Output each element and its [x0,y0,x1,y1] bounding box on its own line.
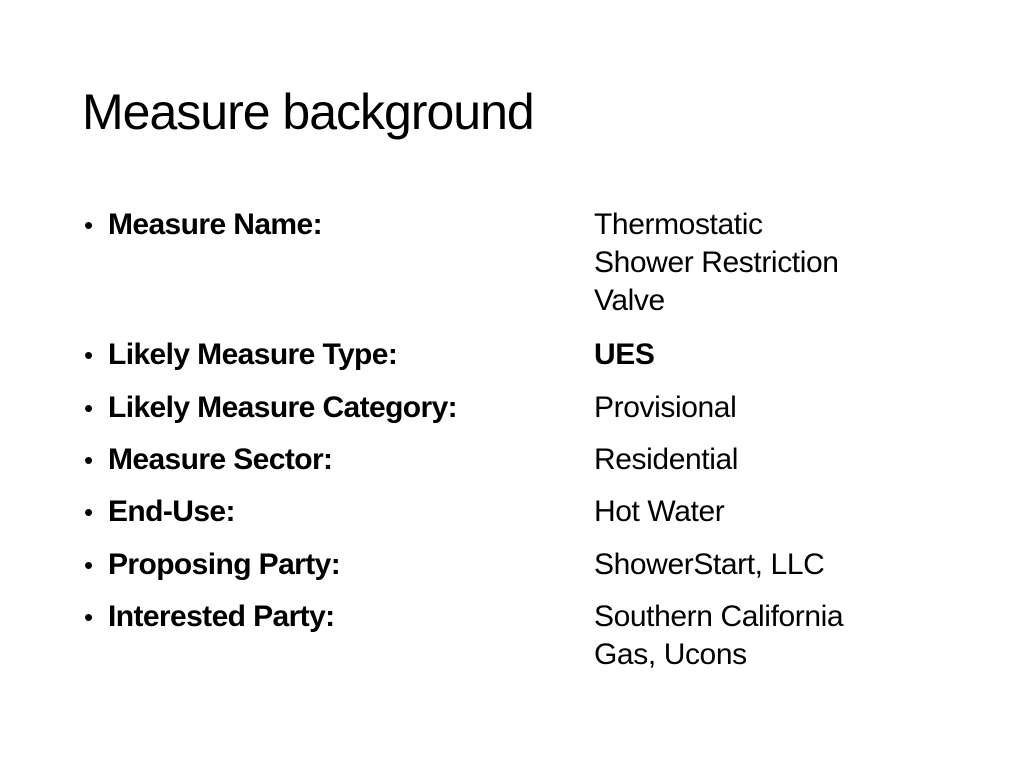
item-value: ShowerStart, LLC [594,548,825,581]
item-label: End-Use: [108,495,235,528]
item-label: Measure Sector: [108,443,333,476]
item-value: Southern California Gas, Ucons [594,600,844,671]
bullet-icon: • [84,550,94,580]
slide-title: Measure background [82,84,534,140]
item-value: Hot Water [594,495,725,528]
bullet-icon: • [84,393,94,423]
item-value: Residential [594,443,739,476]
bullet-icon: • [84,340,94,370]
item-value: Provisional [594,391,737,424]
bullet-icon: • [84,445,94,475]
item-value: Thermostatic Shower Restriction Valve [594,208,839,317]
item-label: Likely Measure Type: [108,338,398,371]
bullet-icon: • [84,602,94,632]
item-label: Measure Name: [108,208,322,241]
bullet-icon: • [84,497,94,527]
bullet-icon: • [84,210,94,240]
measure-details-list [84,0,984,768]
item-value: UES [594,338,655,371]
item-label: Proposing Party: [108,548,341,581]
item-label: Interested Party: [108,600,335,633]
item-label: Likely Measure Category: [108,391,458,424]
